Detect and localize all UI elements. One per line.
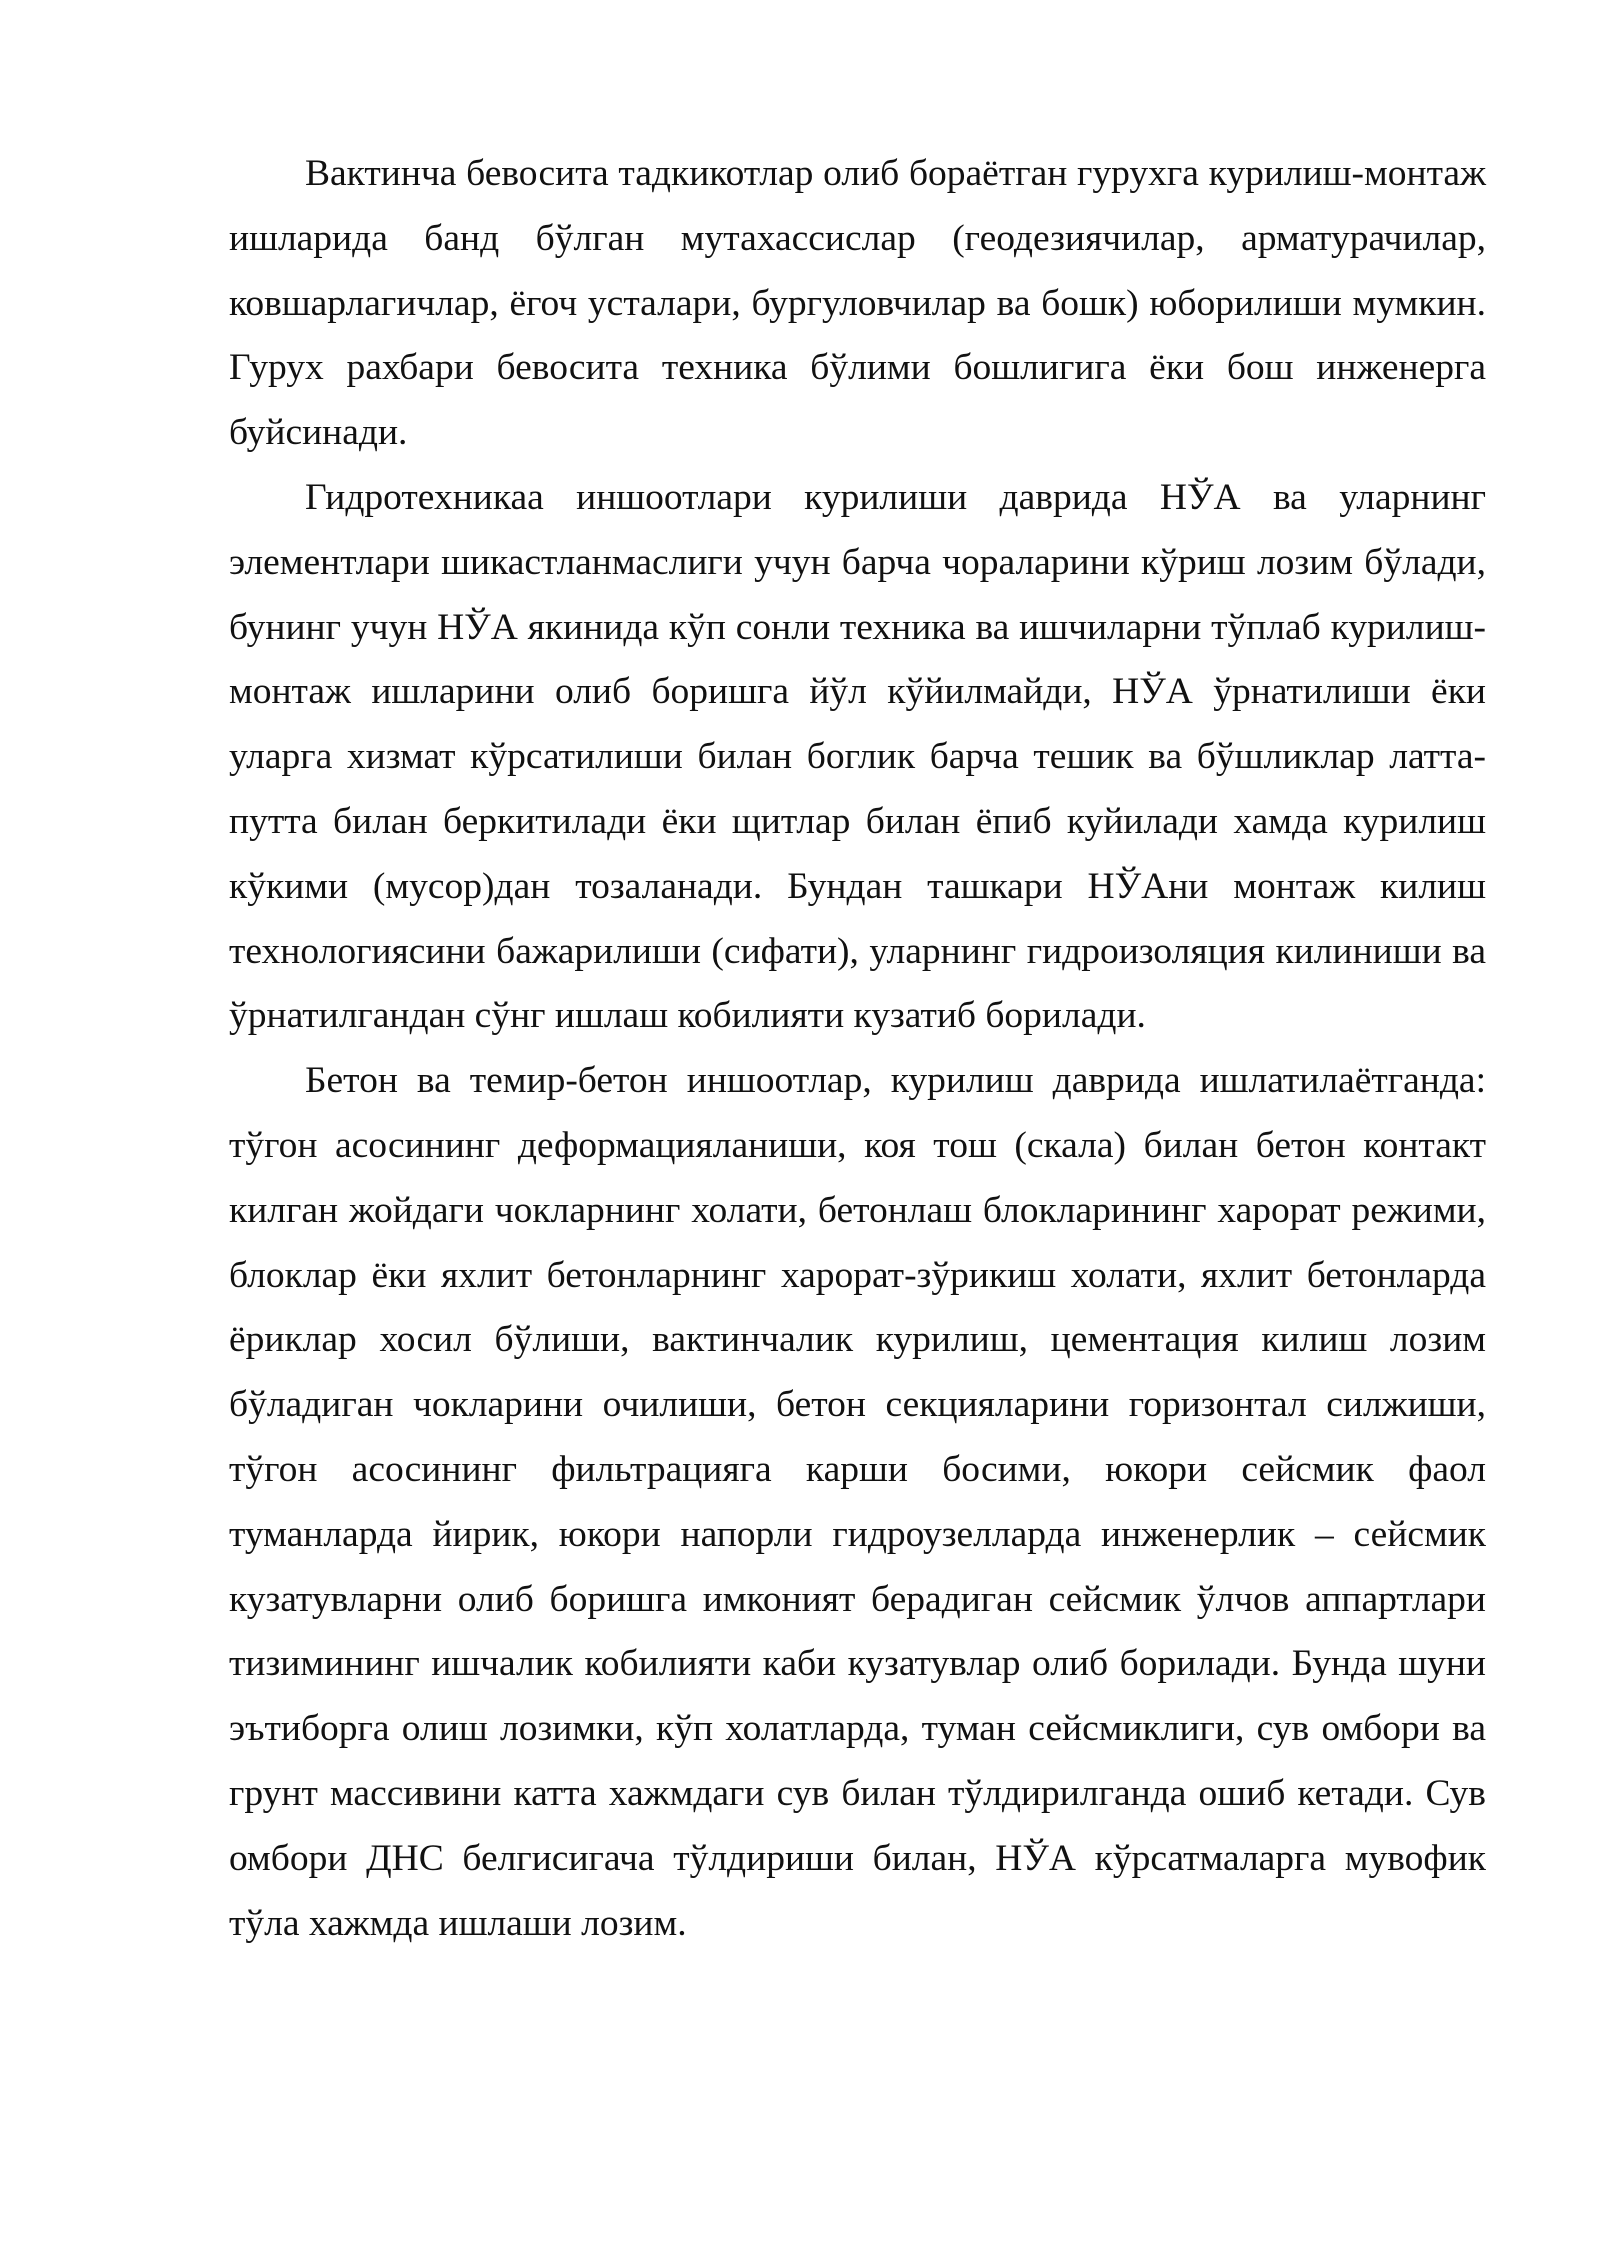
- paragraph-2: Гидротехникаа иншоотлари курилиши даврида НЎА ва уларнинг элементлари шикастланмаслиги учун барча чораларини кўриш лозим бўлади, бунинг учун НЎА якинида кўп сонли техника ва ишчиларни тўплаб курилиш-монтаж ишларини олиб боришга йўл кўйилмайди, НЎА ўрнатилиши ёки уларга хизмат кўрсатилиши билан боглик барча тешик ва бўшликлар латта-путта билан беркитилади ёки щитлар билан ёпиб куйилади хамда курилиш кўкими (мусор)дан тозаланади. Бундан ташкари НЎАни монтаж килиш технологиясини бажарилиши (сифати), уларнинг гидроизоляция килиниши ва ўрнатилгандан сўнг ишлаш кобилияти кузатиб борилади.: [229, 476, 1486, 1037]
- document-body: [229, 142, 1486, 1956]
- paragraph-3: Бетон ва темир-бетон иншоотлар, курилиш даврида ишлатилаётганда: тўгон асосининг деформацияланиши, коя тош (скала) билан бетон контакт килган жойдаги чокларнинг холати, бетонлаш блокларининг харорат режими, блоклар ёки яхлит бетонларнинг харорат-зўрикиш холати, яхлит бетонларда ёриклар хосил бўлиши, вактинчалик курилиш, цементация килиш лозим бўладиган чокларини очилиши, бетон секцияларини горизонтал силжиши, тўгон асосининг фильтрацияга карши босими, юкори сейсмик фаол туманларда йирик, юкори напорли гидроузелларда инженерлик – сейсмик кузатувларни олиб боришга имконият берадиган сейсмик ўлчов аппартлари тизимининг ишчалик кобилияти каби кузатувлар олиб борилади. Бунда шуни эътиборга олиш лозимки, кўп холатларда, туман сейсмиклиги, сув омбори ва грунт массивини катта хажмдаги сув билан тўлдирилганда ошиб кетади. Сув омбори ДНС белгисигача тўлдириши билан, НЎА кўрсатмаларга мувофик тўла хажмда ишлаши лозим.: [229, 1060, 1486, 1944]
- paragraph-1: Вактинча бевосита тадкикотлар олиб бораётган гурухга курилиш-монтаж ишларида банд бўлган мутахассислар (геодезиячилар, арматурачилар, ковшарлагичлар, ёгоч усталари, бургуловчилар ва бошк) юборилиши мумкин. Гурух рахбари бевосита техника бўлими бошлигига ёки бош инженерга буйсинади.: [229, 153, 1486, 454]
